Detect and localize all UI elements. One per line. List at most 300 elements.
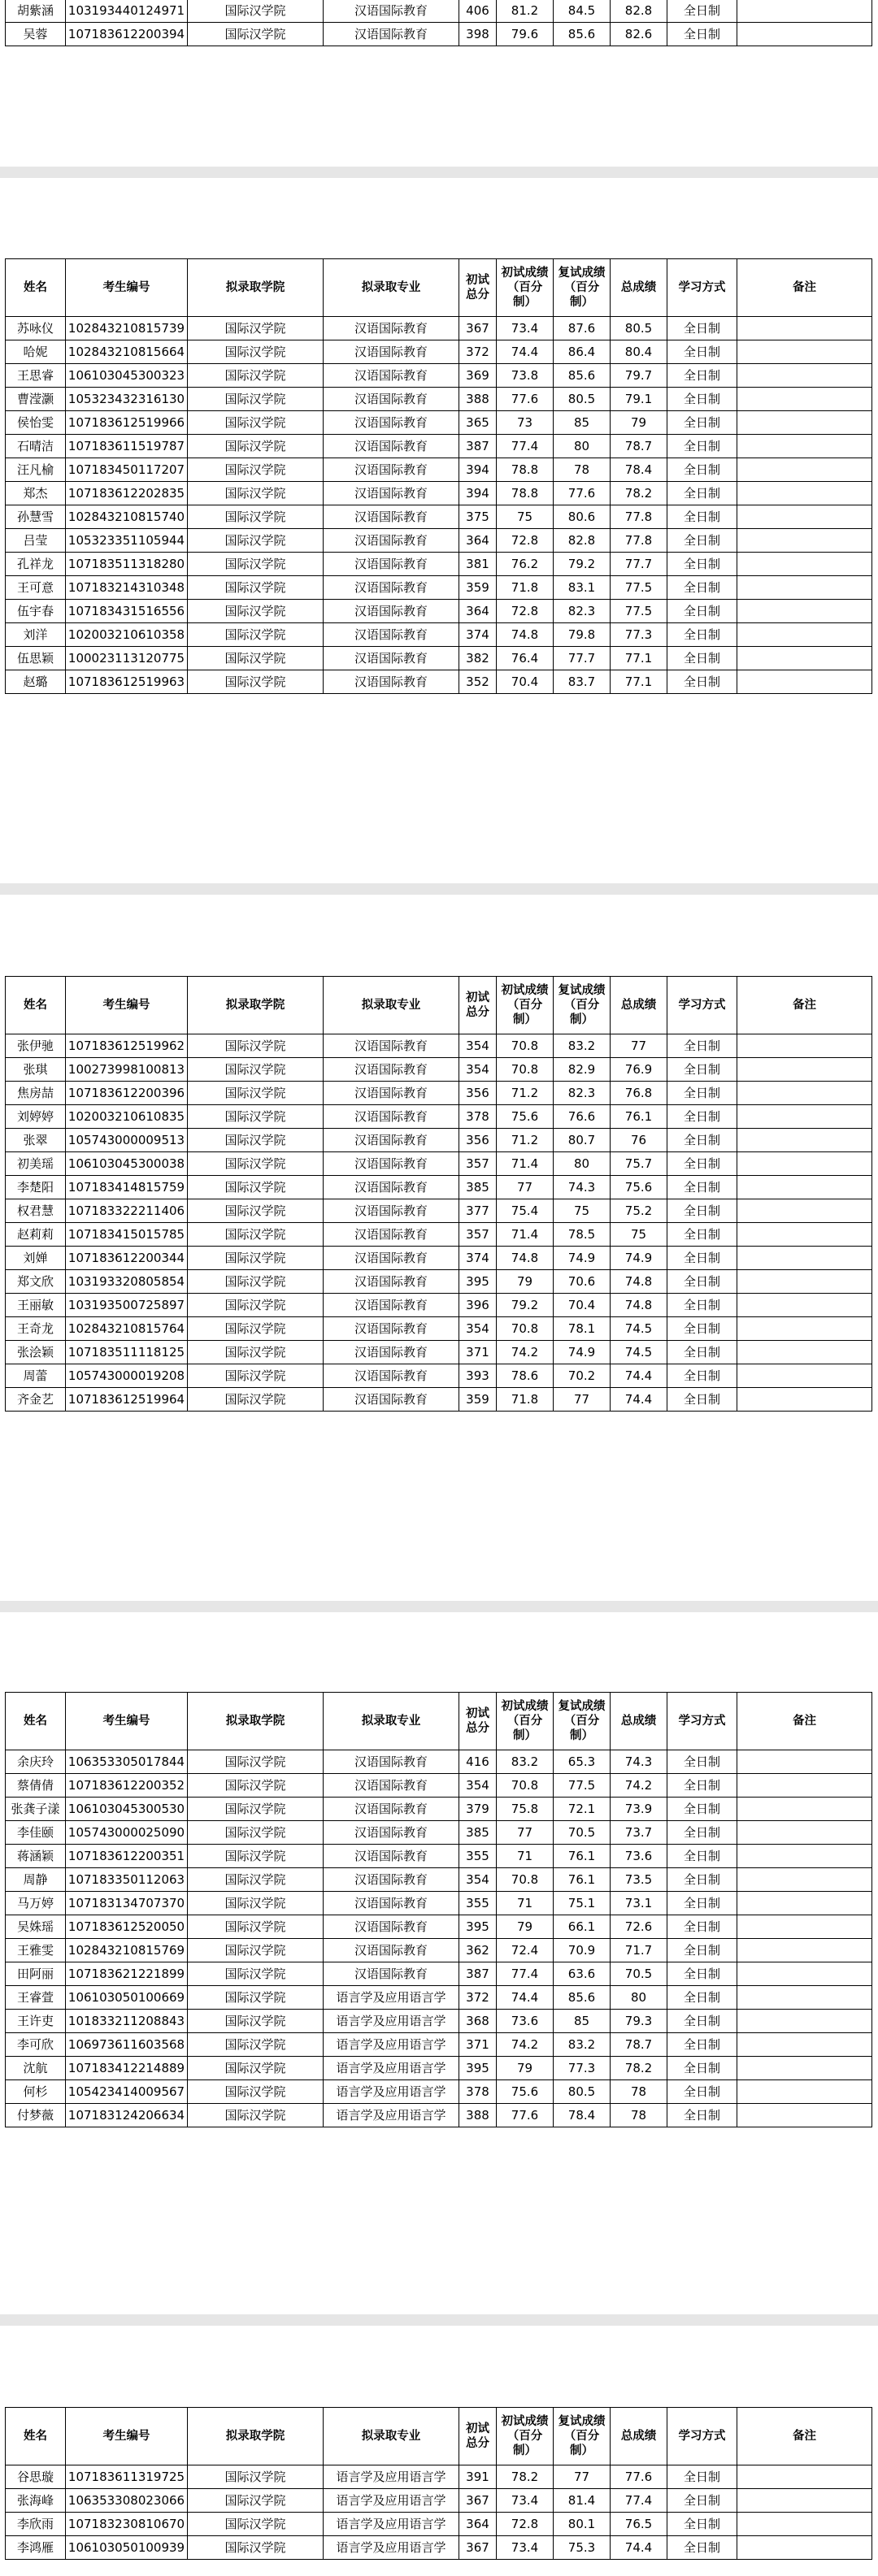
college-cell: 国际汉学院: [188, 600, 324, 623]
note-cell: [737, 1915, 872, 1939]
study-mode-cell: 全日制: [667, 1868, 737, 1892]
college-cell: 国际汉学院: [188, 0, 324, 23]
college-cell: 国际汉学院: [188, 2080, 324, 2104]
total-score-cell: 71.7: [611, 1939, 667, 1962]
name-cell: 赵莉莉: [6, 1223, 66, 1247]
name-cell: 谷思璇: [6, 2465, 66, 2489]
retest-score-cell: 77.6: [554, 482, 611, 505]
initial-total-cell: 367: [459, 2536, 497, 2560]
retest-score-cell: 86.4: [554, 340, 611, 364]
retest-score-cell: 78: [554, 458, 611, 482]
initial-total-cell: 368: [459, 2010, 497, 2033]
column-header-initial-score: 初试成绩（百分制）: [497, 259, 554, 317]
retest-score-cell: 76.1: [554, 1845, 611, 1868]
total-score-cell: 76.8: [611, 1082, 667, 1105]
table-row: [6, 1152, 872, 1176]
retest-score-cell: 85: [554, 2010, 611, 2033]
table-row: [6, 1341, 872, 1364]
initial-score-cell: 70.8: [497, 1774, 554, 1798]
college-cell: 国际汉学院: [188, 23, 324, 46]
name-cell: 伍思颖: [6, 647, 66, 670]
college-cell: 国际汉学院: [188, 2465, 324, 2489]
header-row: [6, 1693, 872, 1750]
retest-score-cell: 66.1: [554, 1915, 611, 1939]
total-score-cell: 77: [611, 1034, 667, 1058]
note-cell: [737, 2010, 872, 2033]
college-cell: 国际汉学院: [188, 1058, 324, 1082]
exam-id-cell: 107183612519963: [66, 670, 188, 694]
column-header-retest-score: 复试成绩（百分制）: [554, 2408, 611, 2465]
college-cell: 国际汉学院: [188, 505, 324, 529]
study-mode-cell: 全日制: [667, 2080, 737, 2104]
name-cell: 胡紫涵: [6, 0, 66, 23]
college-cell: 国际汉学院: [188, 2010, 324, 2033]
college-cell: 国际汉学院: [188, 1821, 324, 1845]
table-row: [6, 458, 872, 482]
column-header-total: 总成绩: [611, 2408, 667, 2465]
study-mode-cell: 全日制: [667, 2536, 737, 2560]
study-mode-cell: 全日制: [667, 2010, 737, 2033]
study-mode-cell: 全日制: [667, 458, 737, 482]
initial-score-cell: 74.4: [497, 340, 554, 364]
note-cell: [737, 1750, 872, 1774]
study-mode-cell: 全日制: [667, 1152, 737, 1176]
study-mode-cell: 全日制: [667, 2057, 737, 2080]
exam-id-cell: 106103045300530: [66, 1798, 188, 1821]
column-header-initial-total: 初试总分: [459, 259, 497, 317]
table-row: [6, 1388, 872, 1412]
column-header-mode: 学习方式: [667, 2408, 737, 2465]
table-row: [6, 482, 872, 505]
initial-total-cell: 356: [459, 1082, 497, 1105]
note-cell: [737, 388, 872, 411]
initial-total-cell: 354: [459, 1034, 497, 1058]
name-cell: 蔡倩倩: [6, 1774, 66, 1798]
note-cell: [737, 1199, 872, 1223]
major-cell: 汉语国际教育: [324, 1892, 459, 1915]
exam-id-cell: 107183350112063: [66, 1868, 188, 1892]
college-cell: 国际汉学院: [188, 1317, 324, 1341]
study-mode-cell: 全日制: [667, 529, 737, 553]
initial-total-cell: 379: [459, 1798, 497, 1821]
college-cell: 国际汉学院: [188, 1270, 324, 1294]
note-cell: [737, 1939, 872, 1962]
initial-total-cell: 388: [459, 2104, 497, 2127]
note-cell: [737, 317, 872, 340]
table-row: [6, 317, 872, 340]
name-cell: 刘婷婷: [6, 1105, 66, 1129]
note-cell: [737, 1868, 872, 1892]
name-cell: 王丽敏: [6, 1294, 66, 1317]
name-cell: 李楚阳: [6, 1176, 66, 1199]
name-cell: 孔祥龙: [6, 553, 66, 576]
name-cell: 王睿萱: [6, 1986, 66, 2010]
column-header-retest-score: 复试成绩（百分制）: [554, 1693, 611, 1750]
college-cell: 国际汉学院: [188, 576, 324, 600]
exam-id-cell: 107183612200344: [66, 1247, 188, 1270]
initial-score-cell: 73.4: [497, 317, 554, 340]
major-cell: 汉语国际教育: [324, 1364, 459, 1388]
initial-score-cell: 73: [497, 411, 554, 435]
table-row: [6, 411, 872, 435]
college-cell: 国际汉学院: [188, 529, 324, 553]
name-cell: 汪凡榆: [6, 458, 66, 482]
initial-total-cell: 395: [459, 2057, 497, 2080]
initial-total-cell: 381: [459, 553, 497, 576]
name-cell: 张伊驰: [6, 1034, 66, 1058]
name-cell: 曹滢灏: [6, 388, 66, 411]
name-cell: 李鸿雁: [6, 2536, 66, 2560]
study-mode-cell: 全日制: [667, 623, 737, 647]
study-mode-cell: 全日制: [667, 1082, 737, 1105]
retest-score-cell: 70.4: [554, 1294, 611, 1317]
total-score-cell: 80: [611, 1986, 667, 2010]
name-cell: 刘婵: [6, 1247, 66, 1270]
table-row: [6, 2080, 872, 2104]
initial-total-cell: 359: [459, 1388, 497, 1412]
study-mode-cell: 全日制: [667, 1034, 737, 1058]
table-row: [6, 2465, 872, 2489]
name-cell: 苏咏仪: [6, 317, 66, 340]
exam-id-cell: 105323432316130: [66, 388, 188, 411]
initial-score-cell: 75.8: [497, 1798, 554, 1821]
initial-total-cell: 398: [459, 23, 497, 46]
column-header-initial-score: 初试成绩（百分制）: [497, 1693, 554, 1750]
initial-score-cell: 78.2: [497, 2465, 554, 2489]
retest-score-cell: 83.2: [554, 1034, 611, 1058]
column-header-total: 总成绩: [611, 977, 667, 1034]
initial-score-cell: 71.2: [497, 1129, 554, 1152]
name-cell: 张海峰: [6, 2489, 66, 2513]
major-cell: 汉语国际教育: [324, 1845, 459, 1868]
initial-score-cell: 78.6: [497, 1364, 554, 1388]
initial-score-cell: 70.4: [497, 670, 554, 694]
initial-score-cell: 70.8: [497, 1317, 554, 1341]
name-cell: 赵璐: [6, 670, 66, 694]
college-cell: 国际汉学院: [188, 2513, 324, 2536]
study-mode-cell: 全日制: [667, 1798, 737, 1821]
total-score-cell: 78.4: [611, 458, 667, 482]
exam-id-cell: 102003210610358: [66, 623, 188, 647]
table-row: [6, 600, 872, 623]
initial-score-cell: 72.8: [497, 600, 554, 623]
total-score-cell: 74.8: [611, 1270, 667, 1294]
note-cell: [737, 1270, 872, 1294]
table-row: [6, 1892, 872, 1915]
study-mode-cell: 全日制: [667, 0, 737, 23]
initial-total-cell: 352: [459, 670, 497, 694]
table-row: [6, 1774, 872, 1798]
college-cell: 国际汉学院: [188, 435, 324, 458]
column-header-initial-total: 初试总分: [459, 2408, 497, 2465]
study-mode-cell: 全日制: [667, 23, 737, 46]
study-mode-cell: 全日制: [667, 2489, 737, 2513]
college-cell: 国际汉学院: [188, 1388, 324, 1412]
exam-id-cell: 107183612200396: [66, 1082, 188, 1105]
column-header-initial-score: 初试成绩（百分制）: [497, 2408, 554, 2465]
column-header-major: 拟录取专业: [324, 2408, 459, 2465]
initial-score-cell: 74.8: [497, 623, 554, 647]
study-mode-cell: 全日制: [667, 1915, 737, 1939]
college-cell: 国际汉学院: [188, 1199, 324, 1223]
college-cell: 国际汉学院: [188, 2536, 324, 2560]
study-mode-cell: 全日制: [667, 2513, 737, 2536]
column-header-note: 备注: [737, 1693, 872, 1750]
exam-id-cell: 107183612520050: [66, 1915, 188, 1939]
total-score-cell: 78.2: [611, 2057, 667, 2080]
initial-score-cell: 77.4: [497, 1962, 554, 1986]
table-row: [6, 553, 872, 576]
retest-score-cell: 85: [554, 411, 611, 435]
major-cell: 汉语国际教育: [324, 317, 459, 340]
initial-total-cell: 371: [459, 2033, 497, 2057]
initial-total-cell: 354: [459, 1774, 497, 1798]
exam-id-cell: 107183322211406: [66, 1199, 188, 1223]
college-cell: 国际汉学院: [188, 1152, 324, 1176]
retest-score-cell: 70.5: [554, 1821, 611, 1845]
retest-score-cell: 75.1: [554, 1892, 611, 1915]
exam-id-cell: 107183134707370: [66, 1892, 188, 1915]
table-row: [6, 1105, 872, 1129]
retest-score-cell: 78.5: [554, 1223, 611, 1247]
total-score-cell: 75: [611, 1223, 667, 1247]
exam-id-cell: 107183415015785: [66, 1223, 188, 1247]
table-row: [6, 1986, 872, 2010]
column-header-college: 拟录取学院: [188, 259, 324, 317]
note-cell: [737, 1341, 872, 1364]
table-row: [6, 1199, 872, 1223]
section-divider: [0, 883, 878, 895]
initial-total-cell: 396: [459, 1294, 497, 1317]
major-cell: 汉语国际教育: [324, 505, 459, 529]
initial-total-cell: 372: [459, 1986, 497, 2010]
note-cell: [737, 2104, 872, 2127]
major-cell: 汉语国际教育: [324, 1939, 459, 1962]
study-mode-cell: 全日制: [667, 1247, 737, 1270]
major-cell: 汉语国际教育: [324, 1750, 459, 1774]
exam-id-cell: 106353305017844: [66, 1750, 188, 1774]
note-cell: [737, 505, 872, 529]
total-score-cell: 74.9: [611, 1247, 667, 1270]
initial-score-cell: 75: [497, 505, 554, 529]
retest-score-cell: 74.3: [554, 1176, 611, 1199]
exam-id-cell: 107183612202835: [66, 482, 188, 505]
total-score-cell: 72.6: [611, 1915, 667, 1939]
column-header-major: 拟录取专业: [324, 977, 459, 1034]
note-cell: [737, 2536, 872, 2560]
major-cell: 汉语国际教育: [324, 1341, 459, 1364]
total-score-cell: 77.6: [611, 2465, 667, 2489]
study-mode-cell: 全日制: [667, 364, 737, 388]
college-cell: 国际汉学院: [188, 1962, 324, 1986]
table-row: [6, 2033, 872, 2057]
major-cell: 汉语国际教育: [324, 1798, 459, 1821]
initial-score-cell: 72.8: [497, 529, 554, 553]
major-cell: 语言学及应用语言学: [324, 1986, 459, 2010]
retest-score-cell: 74.9: [554, 1247, 611, 1270]
exam-id-cell: 107183214310348: [66, 576, 188, 600]
initial-total-cell: 365: [459, 411, 497, 435]
name-cell: 张琪: [6, 1058, 66, 1082]
exam-id-cell: 102843210815769: [66, 1939, 188, 1962]
name-cell: 周蕾: [6, 1364, 66, 1388]
study-mode-cell: 全日制: [667, 1223, 737, 1247]
initial-total-cell: 416: [459, 1750, 497, 1774]
total-score-cell: 73.9: [611, 1798, 667, 1821]
college-cell: 国际汉学院: [188, 553, 324, 576]
major-cell: 汉语国际教育: [324, 411, 459, 435]
table-row: [6, 505, 872, 529]
college-cell: 国际汉学院: [188, 1082, 324, 1105]
exam-id-cell: 107183612519962: [66, 1034, 188, 1058]
admission-table-4: [5, 1692, 872, 2127]
exam-id-cell: 106103045300038: [66, 1152, 188, 1176]
college-cell: 国际汉学院: [188, 1845, 324, 1868]
exam-id-cell: 107183412214889: [66, 2057, 188, 2080]
initial-score-cell: 77.4: [497, 435, 554, 458]
retest-score-cell: 63.6: [554, 1962, 611, 1986]
retest-score-cell: 80.1: [554, 2513, 611, 2536]
initial-total-cell: 367: [459, 2489, 497, 2513]
initial-score-cell: 74.2: [497, 1341, 554, 1364]
total-score-cell: 78: [611, 2080, 667, 2104]
initial-score-cell: 81.2: [497, 0, 554, 23]
exam-id-cell: 103193440124971: [66, 0, 188, 23]
name-cell: 马万婷: [6, 1892, 66, 1915]
initial-score-cell: 70.8: [497, 1034, 554, 1058]
note-cell: [737, 1798, 872, 1821]
initial-total-cell: 355: [459, 1845, 497, 1868]
college-cell: 国际汉学院: [188, 1247, 324, 1270]
column-header-initial-score: 初试成绩（百分制）: [497, 977, 554, 1034]
retest-score-cell: 70.2: [554, 1364, 611, 1388]
total-score-cell: 75.6: [611, 1176, 667, 1199]
note-cell: [737, 1105, 872, 1129]
major-cell: 汉语国际教育: [324, 482, 459, 505]
retest-score-cell: 75.3: [554, 2536, 611, 2560]
initial-score-cell: 74.4: [497, 1986, 554, 2010]
major-cell: 汉语国际教育: [324, 529, 459, 553]
note-cell: [737, 2489, 872, 2513]
initial-total-cell: 382: [459, 647, 497, 670]
major-cell: 语言学及应用语言学: [324, 2010, 459, 2033]
name-cell: 余庆玲: [6, 1750, 66, 1774]
college-cell: 国际汉学院: [188, 364, 324, 388]
retest-score-cell: 77.3: [554, 2057, 611, 2080]
study-mode-cell: 全日制: [667, 2033, 737, 2057]
college-cell: 国际汉学院: [188, 2104, 324, 2127]
exam-id-cell: 102843210815764: [66, 1317, 188, 1341]
total-score-cell: 73.5: [611, 1868, 667, 1892]
major-cell: 语言学及应用语言学: [324, 2465, 459, 2489]
note-cell: [737, 1034, 872, 1058]
note-cell: [737, 1962, 872, 1986]
retest-score-cell: 80: [554, 1152, 611, 1176]
total-score-cell: 76.1: [611, 1105, 667, 1129]
name-cell: 周静: [6, 1868, 66, 1892]
note-cell: [737, 364, 872, 388]
exam-id-cell: 105743000025090: [66, 1821, 188, 1845]
study-mode-cell: 全日制: [667, 1750, 737, 1774]
college-cell: 国际汉学院: [188, 1750, 324, 1774]
study-mode-cell: 全日制: [667, 1058, 737, 1082]
note-cell: [737, 647, 872, 670]
study-mode-cell: 全日制: [667, 1317, 737, 1341]
initial-score-cell: 73.4: [497, 2536, 554, 2560]
college-cell: 国际汉学院: [188, 623, 324, 647]
study-mode-cell: 全日制: [667, 317, 737, 340]
note-cell: [737, 1364, 872, 1388]
total-score-cell: 74.4: [611, 1364, 667, 1388]
major-cell: 汉语国际教育: [324, 1294, 459, 1317]
column-header-major: 拟录取专业: [324, 259, 459, 317]
initial-score-cell: 73.6: [497, 2010, 554, 2033]
exam-id-cell: 102843210815739: [66, 317, 188, 340]
college-cell: 国际汉学院: [188, 647, 324, 670]
initial-total-cell: 394: [459, 458, 497, 482]
exam-id-cell: 107183612519964: [66, 1388, 188, 1412]
name-cell: 王雅雯: [6, 1939, 66, 1962]
major-cell: 汉语国际教育: [324, 1247, 459, 1270]
column-header-mode: 学习方式: [667, 977, 737, 1034]
initial-total-cell: 385: [459, 1821, 497, 1845]
retest-score-cell: 74.9: [554, 1341, 611, 1364]
study-mode-cell: 全日制: [667, 340, 737, 364]
retest-score-cell: 85.6: [554, 1986, 611, 2010]
name-cell: 吴姝瑶: [6, 1915, 66, 1939]
note-cell: [737, 340, 872, 364]
name-cell: 李可欣: [6, 2033, 66, 2057]
column-header-total: 总成绩: [611, 1693, 667, 1750]
initial-total-cell: 356: [459, 1129, 497, 1152]
table-row: [6, 576, 872, 600]
initial-score-cell: 73.4: [497, 2489, 554, 2513]
major-cell: 汉语国际教育: [324, 1388, 459, 1412]
initial-score-cell: 79.6: [497, 23, 554, 46]
major-cell: 汉语国际教育: [324, 600, 459, 623]
retest-score-cell: 82.9: [554, 1058, 611, 1082]
college-cell: 国际汉学院: [188, 1129, 324, 1152]
note-cell: [737, 1223, 872, 1247]
table-row: [6, 2489, 872, 2513]
exam-id-cell: 106353308023066: [66, 2489, 188, 2513]
initial-total-cell: 364: [459, 600, 497, 623]
total-score-cell: 77.1: [611, 647, 667, 670]
retest-score-cell: 87.6: [554, 317, 611, 340]
exam-id-cell: 107183611319725: [66, 2465, 188, 2489]
note-cell: [737, 1774, 872, 1798]
exam-id-cell: 100023113120775: [66, 647, 188, 670]
major-cell: 语言学及应用语言学: [324, 2536, 459, 2560]
retest-score-cell: 80: [554, 435, 611, 458]
note-cell: [737, 1986, 872, 2010]
total-score-cell: 73.1: [611, 1892, 667, 1915]
initial-total-cell: 371: [459, 1341, 497, 1364]
note-cell: [737, 553, 872, 576]
initial-score-cell: 72.4: [497, 1939, 554, 1962]
retest-score-cell: 80.7: [554, 1129, 611, 1152]
initial-total-cell: 393: [459, 1364, 497, 1388]
retest-score-cell: 76.6: [554, 1105, 611, 1129]
major-cell: 汉语国际教育: [324, 623, 459, 647]
retest-score-cell: 85.6: [554, 364, 611, 388]
note-cell: [737, 1845, 872, 1868]
table-row: [6, 1845, 872, 1868]
major-cell: 汉语国际教育: [324, 1270, 459, 1294]
note-cell: [737, 1388, 872, 1412]
initial-score-cell: 79: [497, 2057, 554, 2080]
college-cell: 国际汉学院: [188, 1341, 324, 1364]
